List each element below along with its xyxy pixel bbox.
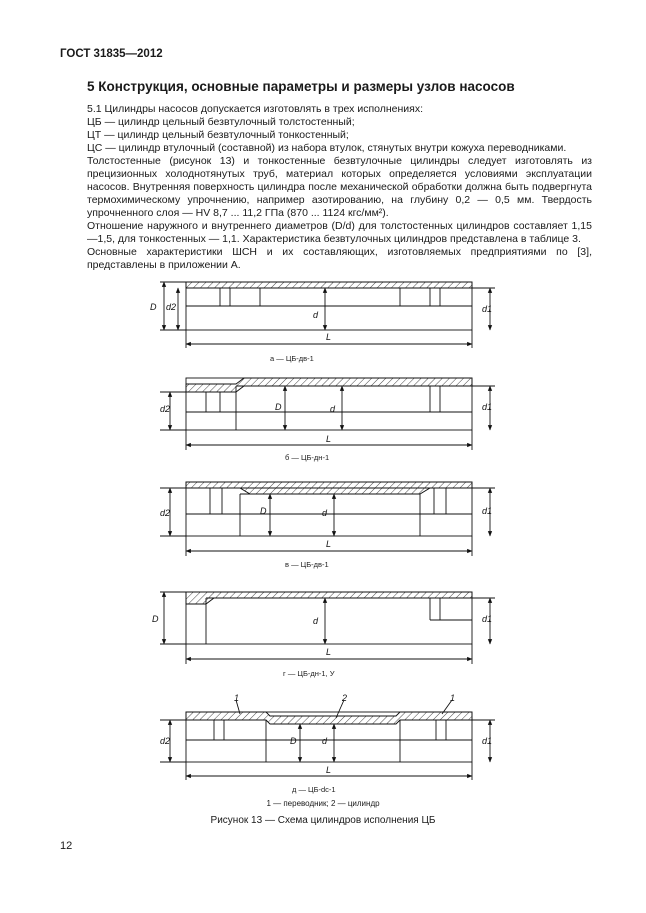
dim-label-L: L bbox=[326, 332, 332, 342]
paragraph: 5.1 Цилиндры насосов допускается изготовлять в трех исполнениях: bbox=[87, 103, 424, 115]
dim-label-L: L bbox=[326, 765, 332, 775]
caption-d: д — ЦБ-dc-1 bbox=[292, 785, 336, 794]
dim-label-D: D bbox=[152, 614, 159, 624]
callout-1: 1 bbox=[450, 693, 456, 703]
cylinder-drawing-a bbox=[160, 282, 495, 348]
cylinder-drawing-g bbox=[160, 592, 495, 664]
list-item: ЦБ — цилиндр цельный безвтулочный толстостенный; bbox=[87, 116, 355, 128]
caption-a: а — ЦБ-дв-1 bbox=[270, 354, 314, 363]
figure-legend: 1 — переводник; 2 — цилиндр bbox=[266, 799, 380, 808]
callout-2: 2 bbox=[342, 693, 348, 703]
dim-label-d: d bbox=[313, 310, 319, 320]
section-title: 5 Конструкция, основные параметры и размеры узлов насосов bbox=[87, 79, 515, 94]
caption-b: б — ЦБ-дн-1 bbox=[285, 453, 330, 462]
callout-1: 1 bbox=[234, 693, 240, 703]
dim-label-d: d bbox=[330, 404, 336, 414]
dim-label-L: L bbox=[326, 434, 332, 444]
dim-label-D: D bbox=[150, 302, 157, 312]
dim-label-L: L bbox=[326, 647, 332, 657]
page-number: 12 bbox=[60, 840, 73, 852]
dim-label-d2: d2 bbox=[160, 508, 171, 518]
dim-label-d1: d1 bbox=[482, 304, 493, 314]
caption-v: в — ЦБ-дв-1 bbox=[285, 560, 329, 569]
dim-label-d: d bbox=[313, 616, 319, 626]
dim-label-d1: d1 bbox=[482, 402, 493, 412]
dim-label-d: d bbox=[322, 508, 328, 518]
paragraph: Основные характеристики ШСН и их составляющих, изготовляемых предприятиями по [3], представлены в приложении А. bbox=[87, 246, 592, 271]
cylinder-drawing-v bbox=[160, 482, 495, 556]
list-item: ЦС — цилиндр втулочный (составной) из набора втулок, стянутых внутри кожуха переводниками. bbox=[87, 142, 567, 154]
dim-label-D: D bbox=[275, 402, 282, 412]
body-text bbox=[87, 103, 592, 272]
dim-label-d: d bbox=[322, 736, 328, 746]
dim-label-L: L bbox=[326, 539, 332, 549]
caption-g: г — ЦБ-дн-1, У bbox=[283, 669, 335, 678]
cylinder-drawing-b bbox=[160, 378, 495, 450]
dim-label-D: D bbox=[290, 736, 297, 746]
dim-label-d2: d2 bbox=[160, 736, 171, 746]
paragraph: Отношение наружного и внутреннего диаметров (D/d) для толстостенных цилиндров составляет 1,15—1,5, для тонкостенных — 1,1. Характеристика безвтулочных цилиндров представлена в таблице 3. bbox=[87, 220, 592, 245]
figure-title: Рисунок 13 — Схема цилиндров исполнения ЦБ bbox=[210, 815, 436, 826]
dim-label-d1: d1 bbox=[482, 736, 493, 746]
dim-label-d2: d2 bbox=[166, 302, 177, 312]
paragraph: Толстостенные (рисунок 13) и тонкостенные безвтулочные цилиндры следует изготовлять из прецизионных холоднотянутых труб, материал которых определяется условиями эксплуатации насосов. Внутренняя поверхность цилиндра после механической обработки должна быть подвергнута термохимическому упрочнению, например азотированию, на глубину 0,2 — 0,5 мм. Твердость упрочненного слоя — HV 8,7 ... 11,2 ГПа (870 ... 1124 кгс/мм²). bbox=[87, 155, 592, 219]
dim-label-d1: d1 bbox=[482, 506, 493, 516]
dim-label-D: D bbox=[260, 506, 267, 516]
cylinder-drawing-d bbox=[160, 700, 495, 780]
dim-label-d2: d2 bbox=[160, 404, 171, 414]
list-item: ЦТ — цилиндр цельный безвтулочный тонкостенный; bbox=[87, 129, 349, 141]
dim-label-d1: d1 bbox=[482, 614, 493, 624]
document-header: ГОСТ 31835—2012 bbox=[60, 48, 163, 60]
